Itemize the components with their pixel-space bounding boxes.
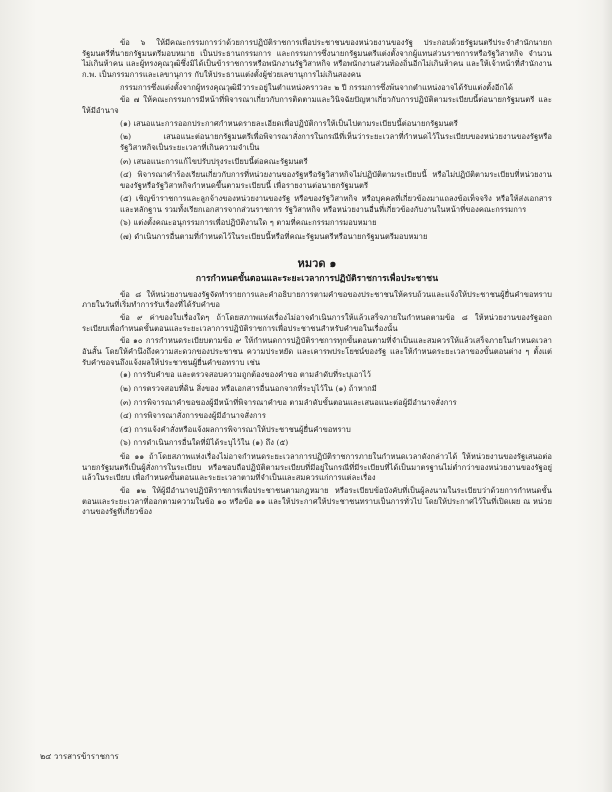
chapter-heading: หมวด ๑: [297, 256, 337, 270]
paragraph: ข้อ ๖ ให้มีคณะกรรมการว่าด้วยการปฏิบัติราชการเพื่อประชาชนของหน่วยงานของรัฐ ประกอบด้วยรัฐมนตรีประจำสำนักนายกรัฐมนตรีที่นายกรัฐมนตรีมอบหมาย เป็นประธานกรรมการ และกรรมการซึ่งนายกรัฐมนตรีแต่งตั้งจากผู้แทนส่วนราชการหรือรัฐวิสาหกิจ จำนวนไม่เกินห้าคน และผู้ทรงคุณวุฒิซึ่งมิได้เป็นข้าราชการหรือพนักงานรัฐวิสาหกิจ หรือพนักงานส่วนท้องถิ่นอีกไม่เกินห้าคน และให้เจ้าหน้าที่สำนักงาน ก.พ. เป็นกรรมการและเลขานุการ กับให้ประธานแต่งตั้งผู้ช่วยเลขานุการไม่เกินสองคน: [82, 38, 552, 79]
list-item: (๒) เสนอแนะต่อนายกรัฐมนตรีเพื่อพิจารณาสั่งการในกรณีที่เห็นว่าระยะเวลาที่กำหนดไว้ในระเบียบของหน่วยงานของรัฐหรือรัฐวิสาหกิจเป็นระยะเวลาที่เกินความจำเป็น: [120, 132, 552, 152]
list-item: (๓) การพิจารณาคำขอของผู้มีหน้าที่พิจารณาคำขอ ตามลำดับขั้นตอนและเสนอแนะต่อผู้มีอำนาจสั่งการ: [120, 397, 457, 407]
page-edge-shadow: [602, 0, 612, 792]
page-footer: ๒๔ วารสารข้าราชการ: [40, 752, 119, 761]
list-item: (๒) การตรวจสอบที่ดิน สิ่งของ หรือเอกสารอื่นนอกจากที่ระบุไว้ใน (๑) ถ้าหากมี: [120, 383, 377, 393]
paragraph: ข้อ ๑๑ ถ้าโดยสภาพแห่งเรื่องไม่อาจกำหนดระยะเวลาการปฏิบัติราชการภายในกำหนดเวลาดังกล่าวได้ ให้หน่วยงานของรัฐเสนอต่อนายกรัฐมนตรีเป็นผู้สั่งการในระเบียบ หรือชอบถือปฏิบัติตามระเบียบที่มีอยู่ในกรณีที่มีระเบียบที่ได้เป็นมาตรฐานไม่ต่ำกว่าของหน่วยงานของรัฐอยู่แล้วในระเบียบ เพื่อกำหนดขั้นตอนและระยะเวลาตามที่จำเป็นและสมควรแก่การแต่ละเรื่อง: [82, 451, 552, 483]
list-item: (๓) เสนอแนะการแก้ไขปรับปรุงระเบียบนี้ต่อคณะรัฐมนตรี: [120, 156, 308, 166]
document-body: [82, 38, 552, 520]
bottom-paragraphs: [82, 452, 552, 518]
top-items-list: [82, 119, 552, 243]
mid-items-list: [82, 370, 552, 449]
list-item: (๑) การรับคำขอ และตรวจสอบความถูกต้องของคำขอ ตามลำดับที่ระบุเอาไว้: [120, 370, 371, 380]
list-item: (๕) การแจ้งคำสั่งหรือแจ้งผลการพิจารณาให้ประชาชนผู้ยื่นคำขอทราบ: [120, 424, 351, 434]
paragraph: ข้อ ๑๐ การกำหนดระเบียบตามข้อ ๙ ให้กำหนดการปฏิบัติราชการทุกขั้นตอนตามที่จำเป็นและสมควรให้แล้วเสร็จภายในกำหนดเวลาอันสั้น โดยให้คำนึงถึงความสะดวกของประชาชน ความประหยัด และเคารพประโยชน์ของรัฐ และให้กำหนดระยะเวลาของขั้นตอนต่าง ๆ ตั้งแต่รับคำขอจนถึงแจ้งผลให้ประชาชนผู้ยื่นคำขอทราบ เช่น: [82, 336, 552, 367]
list-item: (๔) การพิจารณาสั่งการของผู้มีอำนาจสั่งการ: [120, 411, 266, 421]
list-item: (๖) การดำเนินการอื่นใดที่มิได้ระบุไว้ใน (๑) ถึง (๕): [120, 438, 289, 448]
paragraph: ข้อ ๗ ให้คณะกรรมการมีหน้าที่พิจารณาเกี่ยวกับการติดตามและวินิจฉัยปัญหาเกี่ยวกับการปฏิบัติตามระเบียบนี้ต่อนายกรัฐมนตรี และให้มีอำนาจ: [82, 95, 552, 115]
chapter-title: การกำหนดขั้นตอนและระยะเวลาการปฏิบัติราชการเพื่อประชาชน: [195, 273, 439, 284]
paragraph: กรรมการซึ่งแต่งตั้งจากผู้ทรงคุณวุฒิมีวาระอยู่ในตำแหน่งคราวละ ๒ ปี กรรมการซึ่งพ้นจากตำแหน่งอาจได้รับแต่งตั้งอีกได้: [120, 82, 513, 92]
paragraph: ข้อ ๑๒ ให้ผู้มีอำนาจปฏิบัติราชการเพื่อประชาชนตามกฎหมาย หรือระเบียบข้อบังคับที่เป็นผู้ลงนามในระเบียบว่าด้วยการกำหนดขั้นตอนและระยะเวลาที่ออกตามความในข้อ ๑๐ หรือข้อ ๑๑ และให้ประกาศให้ประชาชนทราบเป็นการทั่วไป โดยให้ประกาศไว้ในที่เปิดเผย ณ หน่วยงานของรัฐที่เกี่ยวข้อง: [82, 485, 552, 517]
paragraph: ข้อ ๙ ค่าของใบเรื่องใดๆ ถ้าโดยสภาพแห่งเรื่องไม่อาจดำเนินการให้แล้วเสร็จภายในกำหนดตามข้อ ๘ ให้หน่วยงานของรัฐออกระเบียบเพื่อกำหนดขั้นตอนและระยะเวลาการปฏิบัติราชการเพื่อประชาชนสำหรับคำขอในเรื่องนั้น: [82, 313, 552, 333]
top-paragraphs: [82, 38, 552, 117]
list-item: (๔) พิจารณาคำร้องเรียนเกี่ยวกับการที่หน่วยงานของรัฐหรือรัฐวิสาหกิจไม่ปฏิบัติตามระเบียบนี้ หรือไม่ปฏิบัติตามระเบียบที่หน่วยงานของรัฐหรือรัฐวิสาหกิจกำหนดขึ้นตามระเบียบนี้ เพื่อรายงานต่อนายกรัฐมนตรี: [120, 170, 552, 190]
paragraph: ข้อ ๘ ให้หน่วยงานของรัฐจัดทำรายการและคำอธิบายการตามคำขอของประชาชนให้ครบถ้วนและแจ้งให้ประชาชนผู้ยื่นคำขอทราบภายในวันที่เริ่มทำการรับเรื่องที่ได้รับคำขอ: [82, 289, 552, 310]
list-item: (๗) ดำเนินการอื่นตามที่กำหนดไว้ในระเบียบนี้หรือที่คณะรัฐมนตรีหรือนายกรัฐมนตรีมอบหมาย: [120, 232, 428, 242]
list-item: (๖) แต่งตั้งคณะอนุกรรมการเพื่อปฏิบัติงานใด ๆ ตามที่คณะกรรมการมอบหมาย: [120, 218, 377, 228]
mid-paragraphs: [82, 290, 552, 369]
list-item: (๕) เชิญข้าราชการและลูกจ้างของหน่วยงานของรัฐ หรือของรัฐวิสาหกิจ หรือบุคคลที่เกี่ยวข้องมาแถลงข้อเท็จจริง หรือให้ส่งเอกสารและหลักฐาน รวมทั้งเรียกเอกสารจากส่วนราชการ รัฐวิสาหกิจ หรือหน่วยงานอื่นที่เกี่ยวข้องกับงานในหน้าที่ของคณะกรรมการ: [120, 194, 552, 214]
list-item: (๑) เสนอแนะการออกประกาศกำหนดรายละเอียดเพื่อปฏิบัติการให้เป็นไปตามระเบียบนี้ต่อนายกรัฐมนตรี: [120, 118, 458, 128]
